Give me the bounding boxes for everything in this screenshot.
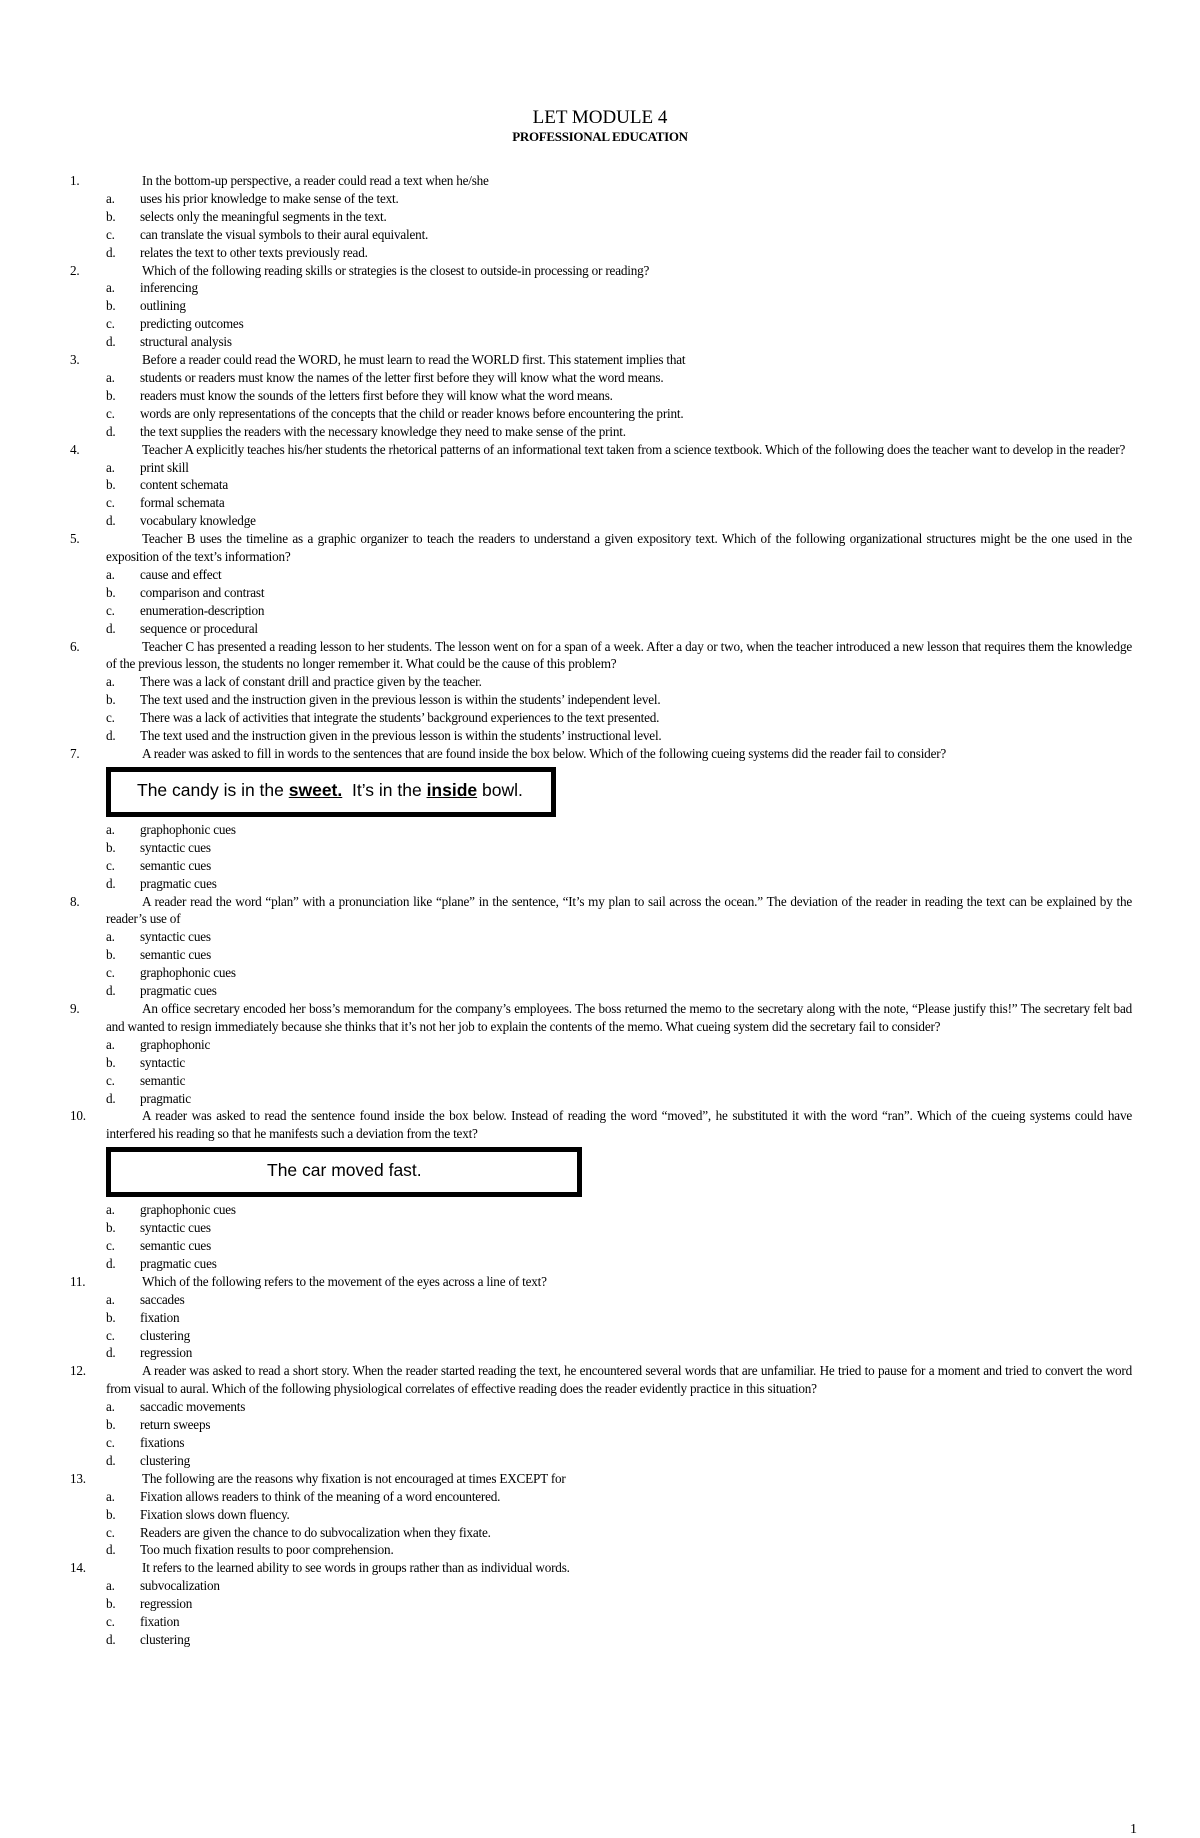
answer-option <box>70 1090 1132 1108</box>
answer-option <box>70 1237 1132 1255</box>
question-item <box>70 1273 1132 1291</box>
option-text: pragmatic cues <box>140 1255 217 1271</box>
option-text: pragmatic cues <box>140 875 217 891</box>
answer-option <box>70 1541 1132 1559</box>
option-letter: b. <box>106 298 116 314</box>
answer-option <box>70 1595 1132 1613</box>
option-text: subvocalization <box>140 1578 220 1594</box>
option-text: cause and effect <box>140 566 222 582</box>
option-letter: c. <box>106 405 115 421</box>
question-number: 6. <box>70 638 80 654</box>
option-text: graphophonic cues <box>140 965 236 981</box>
answer-option <box>70 1072 1132 1090</box>
answer-option <box>70 244 1132 262</box>
option-text: inferencing <box>140 280 198 296</box>
option-text: fixation <box>140 1614 180 1630</box>
answer-option <box>70 946 1132 964</box>
answer-option <box>70 602 1132 620</box>
question-number: 10. <box>70 1108 86 1124</box>
answer-option <box>70 982 1132 1000</box>
option-text: pragmatic <box>140 1090 191 1106</box>
option-letter: d. <box>106 1631 116 1647</box>
answer-option <box>70 387 1132 405</box>
answer-option <box>70 1054 1132 1072</box>
option-letter: a. <box>106 459 115 475</box>
option-text: semantic <box>140 1072 186 1088</box>
option-text: semantic cues <box>140 947 212 963</box>
option-text: graphophonic <box>140 1036 211 1052</box>
option-letter: b. <box>106 947 116 963</box>
option-letter: d. <box>106 513 116 529</box>
option-letter: a. <box>106 929 115 945</box>
answer-option <box>70 673 1132 691</box>
box-text: bowl. <box>477 779 523 800</box>
question-stem: A reader was asked to fill in words to the sentences that are found inside the box below. Which of the following cueing systems did the reader fail to consider? <box>142 746 947 761</box>
sentence-box <box>106 1147 582 1197</box>
question-number: 4. <box>70 441 80 457</box>
option-text: structural analysis <box>140 334 232 350</box>
option-text: vocabulary knowledge <box>140 513 256 529</box>
page-number: 1 <box>1130 1822 1137 1837</box>
answer-option <box>70 279 1132 297</box>
underlined-word: sweet. <box>288 779 343 800</box>
option-letter: d. <box>106 1255 116 1271</box>
box-text: The car moved fast. <box>267 1160 422 1181</box>
option-letter: c. <box>106 226 115 242</box>
option-letter: c. <box>106 1072 115 1088</box>
option-letter: a. <box>106 674 115 690</box>
box-text: The candy is in the <box>137 779 289 800</box>
answer-option <box>70 1577 1132 1595</box>
answer-option <box>70 1255 1132 1273</box>
answer-option <box>70 1201 1132 1219</box>
answer-option <box>70 620 1132 638</box>
option-text: words are only representations of the concepts that the child or reader knows before encountering the print. <box>140 405 684 421</box>
answer-option <box>70 423 1132 441</box>
option-letter: d. <box>106 983 116 999</box>
question-number: 8. <box>70 893 80 909</box>
answer-option <box>70 226 1132 244</box>
question-number: 3. <box>70 352 80 368</box>
answer-option <box>70 584 1132 602</box>
answer-option <box>70 494 1132 512</box>
question-item <box>70 1362 1132 1398</box>
question-number: 14. <box>70 1560 86 1576</box>
option-letter: d. <box>106 244 116 260</box>
question-number: 9. <box>70 1000 80 1016</box>
question-number: 7. <box>70 746 80 761</box>
answer-option <box>70 476 1132 494</box>
option-letter: b. <box>106 387 116 403</box>
question-stem: In the bottom-up perspective, a reader could read a text when he/she <box>142 173 489 188</box>
answer-option <box>70 857 1132 875</box>
option-letter: b. <box>106 1054 116 1070</box>
answer-option <box>70 1036 1132 1054</box>
option-text: print skill <box>140 459 189 475</box>
answer-option <box>70 297 1132 315</box>
answer-option <box>70 709 1132 727</box>
option-letter: b. <box>106 208 116 224</box>
answer-option <box>70 1631 1132 1649</box>
document-title: LET MODULE 4 <box>532 107 668 128</box>
option-letter: a. <box>106 1488 115 1504</box>
answer-option <box>70 964 1132 982</box>
option-letter: c. <box>106 1238 115 1254</box>
option-letter: d. <box>106 423 116 439</box>
answer-option <box>70 405 1132 423</box>
answer-option <box>70 1434 1132 1452</box>
option-text: saccadic movements <box>140 1399 246 1415</box>
option-text: Fixation slows down fluency. <box>140 1506 290 1522</box>
option-text: clustering <box>140 1631 191 1647</box>
option-text: fixations <box>140 1435 185 1450</box>
option-text: can translate the visual symbols to their aural equivalent. <box>140 226 429 242</box>
question-stem: Teacher C has presented a reading lesson to her students. The lesson went on for a span of a week. After a day or two, when the teacher introduced a new lesson that requires them the knowledge of the previous lesson, the students no longer remember it. What could be the cause of this problem? <box>106 638 1132 672</box>
answer-option <box>70 1416 1132 1434</box>
option-text: predicting outcomes <box>140 316 244 332</box>
question-item <box>70 530 1132 566</box>
option-letter: a. <box>106 280 115 296</box>
question-item <box>70 745 1132 763</box>
option-text: graphophonic cues <box>140 1202 236 1218</box>
question-number: 2. <box>70 262 80 278</box>
question-item <box>70 351 1132 369</box>
question-stem: Before a reader could read the WORD, he must learn to read the WORLD first. This statement implies that <box>142 352 686 368</box>
option-text: saccades <box>140 1291 185 1307</box>
answer-option <box>70 1309 1132 1327</box>
option-text: selects only the meaningful segments in the text. <box>140 208 387 224</box>
option-text: syntactic cues <box>140 929 211 945</box>
answer-option <box>70 1524 1132 1542</box>
answer-option <box>70 333 1132 351</box>
answer-option <box>70 839 1132 857</box>
answer-option <box>70 566 1132 584</box>
option-letter: d. <box>106 1090 116 1106</box>
answer-option <box>70 821 1132 839</box>
question-stem: Teacher A explicitly teaches his/her students the rhetorical patterns of an informational text taken from a science textbook. Which of the following does the teacher want to develop in the reader? <box>142 441 1126 457</box>
option-letter: c. <box>106 1435 115 1450</box>
option-text: syntactic <box>140 1054 186 1070</box>
question-item <box>70 638 1132 674</box>
question-stem: A reader was asked to read the sentence found inside the box below. Instead of reading the word “moved”, he substituted it with the word “ran”. Which of the cueing systems could have interfered his reading so that he manifests such a deviation from the text? <box>106 1108 1132 1142</box>
option-letter: a. <box>106 566 115 582</box>
option-letter: c. <box>106 1614 115 1630</box>
option-letter: c. <box>106 710 115 726</box>
option-letter: a. <box>106 1036 115 1052</box>
option-text: graphophonic cues <box>140 821 236 837</box>
option-letter: d. <box>106 1542 116 1558</box>
answer-option <box>70 875 1132 893</box>
option-text: Fixation allows readers to think of the meaning of a word encountered. <box>140 1488 501 1504</box>
option-text: return sweeps <box>140 1417 211 1433</box>
option-letter: b. <box>106 1417 116 1433</box>
question-stem: It refers to the learned ability to see words in groups rather than as individual words. <box>142 1560 570 1576</box>
option-letter: c. <box>106 965 115 981</box>
question-item <box>70 1000 1132 1036</box>
option-text: readers must know the sounds of the letters first before they will know what the word means. <box>140 387 613 403</box>
answer-option <box>70 1452 1132 1470</box>
question-number: 12. <box>70 1363 86 1379</box>
option-letter: b. <box>106 1309 116 1325</box>
option-letter: b. <box>106 839 116 855</box>
question-stem: A reader was asked to read a short story. When the reader started reading the text, he encountered several words that are unfamiliar. He tried to pause for a moment and tried to convert the word from visual to aural. Which of the following physiological correlates of effective reading does the reader evidently practice in this situation? <box>106 1363 1132 1397</box>
option-letter: a. <box>106 821 115 837</box>
question-number: 1. <box>70 173 80 188</box>
option-letter: a. <box>106 369 115 385</box>
question-item <box>70 262 1132 280</box>
question-item <box>70 1107 1132 1143</box>
answer-option <box>70 208 1132 226</box>
option-text: clustering <box>140 1327 191 1343</box>
answer-option <box>70 691 1132 709</box>
option-text: relates the text to other texts previously read. <box>140 244 368 260</box>
box-text: It’s in the <box>342 779 427 800</box>
option-letter: d. <box>106 620 116 636</box>
question-item <box>70 1470 1132 1488</box>
option-letter: b. <box>106 692 116 708</box>
option-text: There was a lack of constant drill and practice given by the teacher. <box>140 674 482 690</box>
answer-option <box>70 315 1132 333</box>
answer-option <box>70 1613 1132 1631</box>
option-text: formal schemata <box>140 495 225 511</box>
question-stem: Which of the following reading skills or strategies is the closest to outside-in processing or reading? <box>142 262 650 278</box>
answer-option <box>70 1506 1132 1524</box>
option-letter: d. <box>106 875 116 891</box>
option-letter: c. <box>106 1524 115 1540</box>
option-letter: c. <box>106 602 115 618</box>
option-text: semantic cues <box>140 857 212 873</box>
underlined-word: inside <box>426 779 478 800</box>
option-letter: c. <box>106 495 115 511</box>
option-letter: a. <box>106 190 115 206</box>
answer-option <box>70 727 1132 745</box>
question-stem: Teacher B uses the timeline as a graphic organizer to teach the readers to understand a given expository text. Which of the following organizational structures might be the one used in the exposition of the text’s information? <box>106 531 1132 565</box>
option-letter: b. <box>106 1596 116 1612</box>
question-item <box>70 172 1132 190</box>
option-text: uses his prior knowledge to make sense of the text. <box>140 190 399 206</box>
answer-option <box>70 369 1132 387</box>
answer-option <box>70 459 1132 477</box>
option-text: The text used and the instruction given in the previous lesson is within the students’ independent level. <box>140 692 661 708</box>
answer-option <box>70 928 1132 946</box>
option-letter: a. <box>106 1578 115 1594</box>
option-text: syntactic cues <box>140 1220 211 1236</box>
option-letter: d. <box>106 1452 116 1468</box>
question-list <box>70 172 1132 1649</box>
answer-option <box>70 512 1132 530</box>
option-text: There was a lack of activities that integrate the students’ background experiences to the text presented. <box>140 710 660 726</box>
option-letter: d. <box>106 728 116 744</box>
option-text: comparison and contrast <box>140 584 265 600</box>
question-stem: A reader read the word “plan” with a pronunciation like “plane” in the sentence, “It’s my plan to sail across the ocean.” The deviation of the reader in reading the text can be explained by the reader’s use of <box>106 893 1132 927</box>
option-letter: b. <box>106 1506 116 1522</box>
option-text: Readers are given the chance to do subvocalization when they fixate. <box>140 1524 491 1540</box>
option-letter: b. <box>106 584 116 600</box>
question-stem: An office secretary encoded her boss’s memorandum for the company’s employees. The boss returned the memo to the secretary along with the note, “Please justify this!” The secretary felt bad and wanted to resign immediately because she thinks that it’s not her job to explain the contents of the memo. What cueing system did the secretary fail to consider? <box>106 1000 1132 1034</box>
option-letter: b. <box>106 477 116 493</box>
option-letter: d. <box>106 1345 116 1361</box>
option-letter: d. <box>106 334 116 350</box>
document-subtitle: PROFESSIONAL EDUCATION <box>512 129 688 144</box>
option-text: clustering <box>140 1452 191 1468</box>
option-text: semantic cues <box>140 1238 212 1254</box>
answer-option <box>70 1291 1132 1309</box>
option-letter: a. <box>106 1202 115 1218</box>
option-letter: c. <box>106 316 115 332</box>
question-item <box>70 1559 1132 1577</box>
option-text: syntactic cues <box>140 839 211 855</box>
option-text: regression <box>140 1345 193 1361</box>
option-letter: c. <box>106 857 115 873</box>
question-stem: The following are the reasons why fixation is not encouraged at times EXCEPT for <box>142 1470 566 1486</box>
option-text: pragmatic cues <box>140 983 217 999</box>
question-stem: Which of the following refers to the movement of the eyes across a line of text? <box>142 1273 547 1289</box>
option-text: The text used and the instruction given in the previous lesson is within the students’ instructional level. <box>140 728 662 744</box>
answer-option <box>70 1488 1132 1506</box>
answer-option <box>70 190 1132 208</box>
option-text: Too much fixation results to poor comprehension. <box>140 1542 394 1558</box>
option-letter: a. <box>106 1291 115 1307</box>
option-letter: b. <box>106 1220 116 1236</box>
option-text: enumeration-description <box>140 602 265 618</box>
answer-option <box>70 1219 1132 1237</box>
option-text: content schemata <box>140 477 228 493</box>
question-number: 5. <box>70 531 80 547</box>
option-text: sequence or procedural <box>140 620 258 636</box>
question-item <box>70 441 1132 459</box>
answer-option <box>70 1398 1132 1416</box>
question-number: 11. <box>70 1273 86 1289</box>
answer-option <box>70 1327 1132 1345</box>
option-letter: a. <box>106 1399 115 1415</box>
option-text: the text supplies the readers with the necessary knowledge they need to make sense of the print. <box>140 423 626 439</box>
question-item <box>70 893 1132 929</box>
sentence-box <box>106 767 556 817</box>
option-letter: c. <box>106 1327 115 1343</box>
option-text: regression <box>140 1596 193 1612</box>
option-text: outlining <box>140 298 186 314</box>
question-number: 13. <box>70 1470 86 1486</box>
option-text: fixation <box>140 1309 180 1325</box>
option-text: students or readers must know the names of the letter first before they will know what the word means. <box>140 369 664 385</box>
answer-option <box>70 1344 1132 1362</box>
